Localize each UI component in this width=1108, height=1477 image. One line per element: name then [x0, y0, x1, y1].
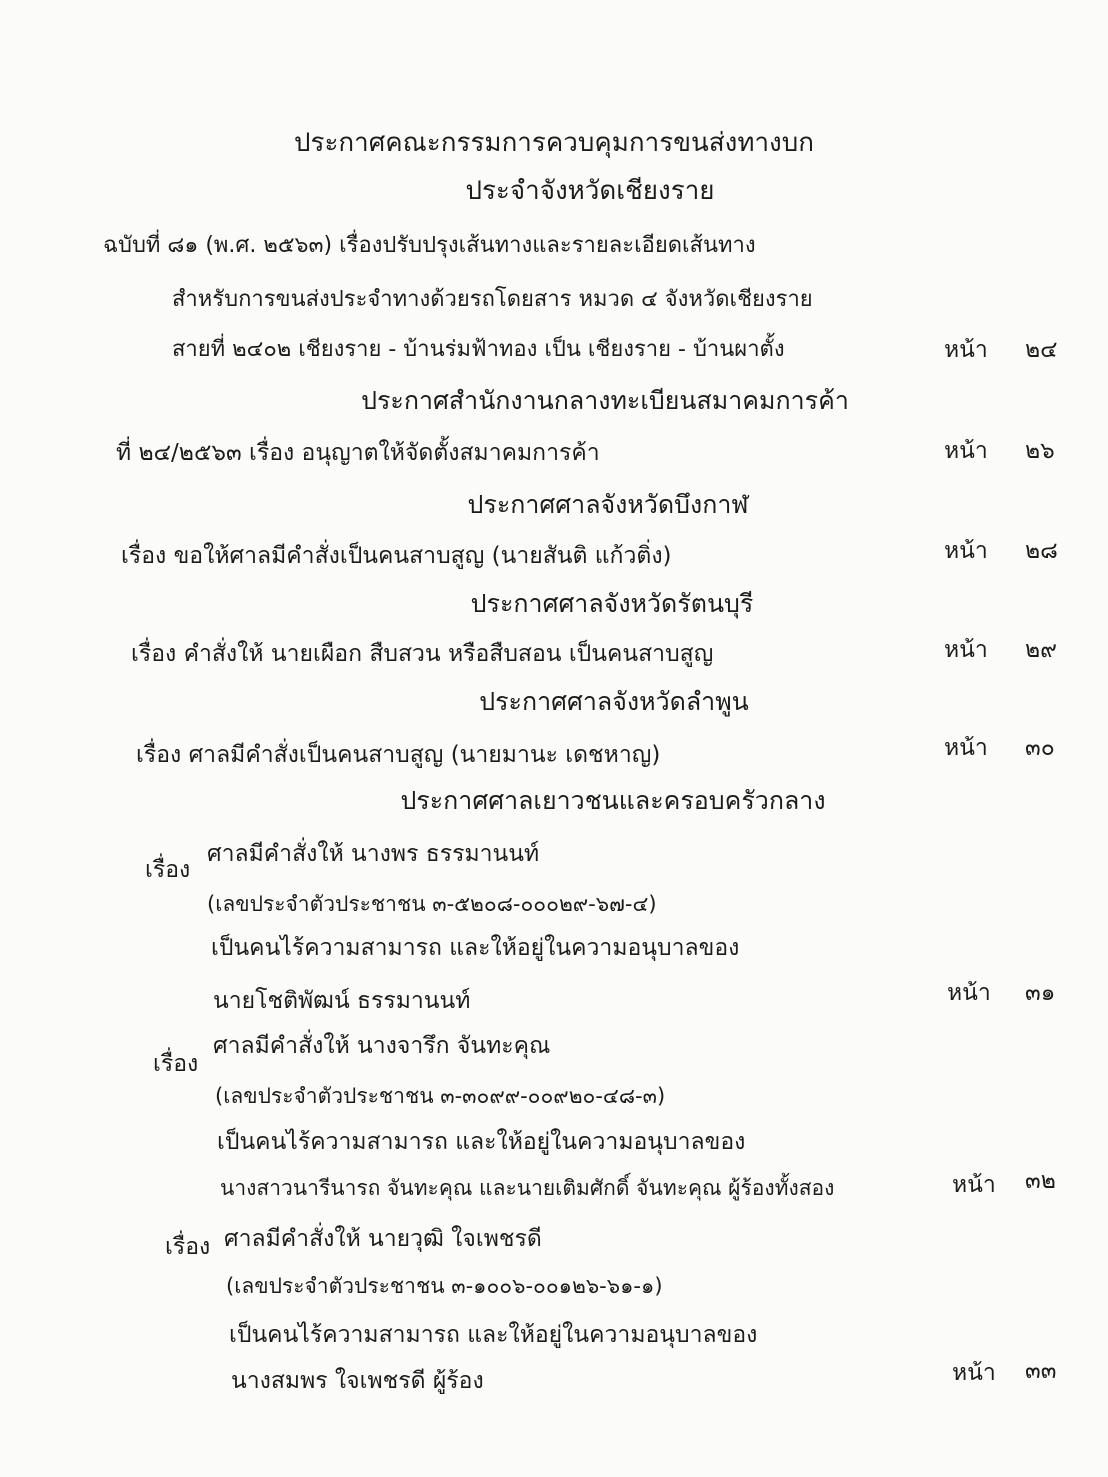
entry-7-line3: เป็นคนไร้ความสามารถ และให้อยู่ในความอนุบาลของ: [217, 1129, 746, 1155]
page-label: หน้า: [944, 735, 988, 761]
entry-7-line1: ศาลมีคำสั่งให้ นางจารึก จันทะคุณ: [213, 1033, 551, 1059]
entry-8-line3: เป็นคนไร้ความสามารถ และให้อยู่ในความอนุบาลของ: [229, 1322, 758, 1348]
page-label: หน้า: [952, 1360, 996, 1386]
page-label: หน้า: [947, 980, 991, 1006]
entry-1-line3: สายที่ ๒๔๐๒ เชียงราย - บ้านร่มฟ้าทอง เป็น เชียงราย - บ้านผาตั้ง: [172, 337, 785, 362]
entry-7-line2: (เลขประจำตัวประชาชน ๓-๓๐๙๙-๐๐๙๒๐-๔๘-๓): [215, 1084, 666, 1108]
entry-8-subject-word: เรื่อง: [165, 1234, 211, 1260]
page-label: หน้า: [944, 337, 988, 363]
entry-1-line2: สำหรับการขนส่งประจำทางด้วยรถโดยสาร หมวด ๔ จังหวัดเชียงราย: [172, 287, 813, 312]
entry-4-line1: เรื่อง คำสั่งให้ นายเผือก สืบสวน หรือสืบสอน เป็นคนสาบสูญ: [131, 641, 714, 667]
entry-6-line1: ศาลมีคำสั่งให้ นางพร ธรรมานนท์: [207, 841, 540, 867]
section-heading: ประกาศศาลจังหวัดลำพูน: [479, 687, 749, 716]
page-number: ๒๙: [1025, 637, 1058, 663]
page-label: หน้า: [944, 538, 988, 564]
section-heading: ประกาศศาลจังหวัดรัตนบุรี: [470, 589, 754, 618]
page-label: หน้า: [944, 438, 988, 464]
section-heading: ประกาศสำนักงานกลางทะเบียนสมาคมการค้า: [361, 386, 849, 415]
entry-7-line4: นางสาวนารีนารถ จันทะคุณ และนายเติมศักดิ์ จันทะคุณ ผู้ร้องทั้งสอง: [220, 1176, 835, 1200]
page-number: ๒๘: [1025, 538, 1058, 564]
section-heading: ประกาศศาลเยาวชนและครอบครัวกลาง: [400, 786, 826, 815]
entry-5-line1: เรื่อง ศาลมีคำสั่งเป็นคนสาบสูญ (นายมานะ เดชหาญ): [136, 742, 661, 768]
page-label: หน้า: [952, 1172, 996, 1198]
page-number: ๓๑: [1025, 980, 1056, 1006]
page-number: ๒๖: [1025, 438, 1055, 464]
entry-1-line1: ฉบับที่ ๘๑ (พ.ศ. ๒๕๖๓) เรื่องปรับปรุงเส้นทางและรายละเอียดเส้นทาง: [103, 233, 756, 258]
entry-6-subject-word: เรื่อง: [145, 857, 191, 883]
page-number: ๓๒: [1025, 1168, 1056, 1194]
entry-6-line4: นายโชติพัฒน์ ธรรมานนท์: [213, 988, 471, 1014]
entry-3-line1: เรื่อง ขอให้ศาลมีคำสั่งเป็นคนสาบสูญ (นายสันติ แก้วติ่ง): [121, 543, 672, 569]
page-title-line2: ประจำจังหวัดเชียงราย: [465, 176, 715, 206]
entry-6-line2: (เลขประจำตัวประชาชน ๓-๕๒๐๘-๐๐๐๒๙-๖๗-๔): [207, 892, 657, 916]
entry-8-line2: (เลขประจำตัวประชาชน ๓-๑๐๐๖-๐๐๑๒๖-๖๑-๑): [226, 1274, 663, 1298]
entry-7-subject-word: เรื่อง: [153, 1051, 199, 1077]
entry-2-line1: ที่ ๒๔/๒๕๖๓ เรื่อง อนุญาตให้จัดตั้งสมาคมการค้า: [116, 440, 600, 466]
page-number: ๒๔: [1025, 337, 1058, 363]
entry-6-line3: เป็นคนไร้ความสามารถ และให้อยู่ในความอนุบาลของ: [211, 935, 740, 961]
entry-8-line4: นางสมพร ใจเพชรดี ผู้ร้อง: [231, 1368, 484, 1394]
page-label: หน้า: [944, 637, 988, 663]
page-title-line1: ประกาศคณะกรรมการควบคุมการขนส่งทางบก: [294, 128, 814, 158]
page-number: ๓๓: [1025, 1358, 1057, 1384]
page-number: ๓๐: [1025, 735, 1055, 761]
entry-8-line1: ศาลมีคำสั่งให้ นายวุฒิ ใจเพชรดี: [224, 1226, 542, 1252]
section-heading: ประกาศศาลจังหวัดบึงกาฬ: [467, 490, 749, 519]
